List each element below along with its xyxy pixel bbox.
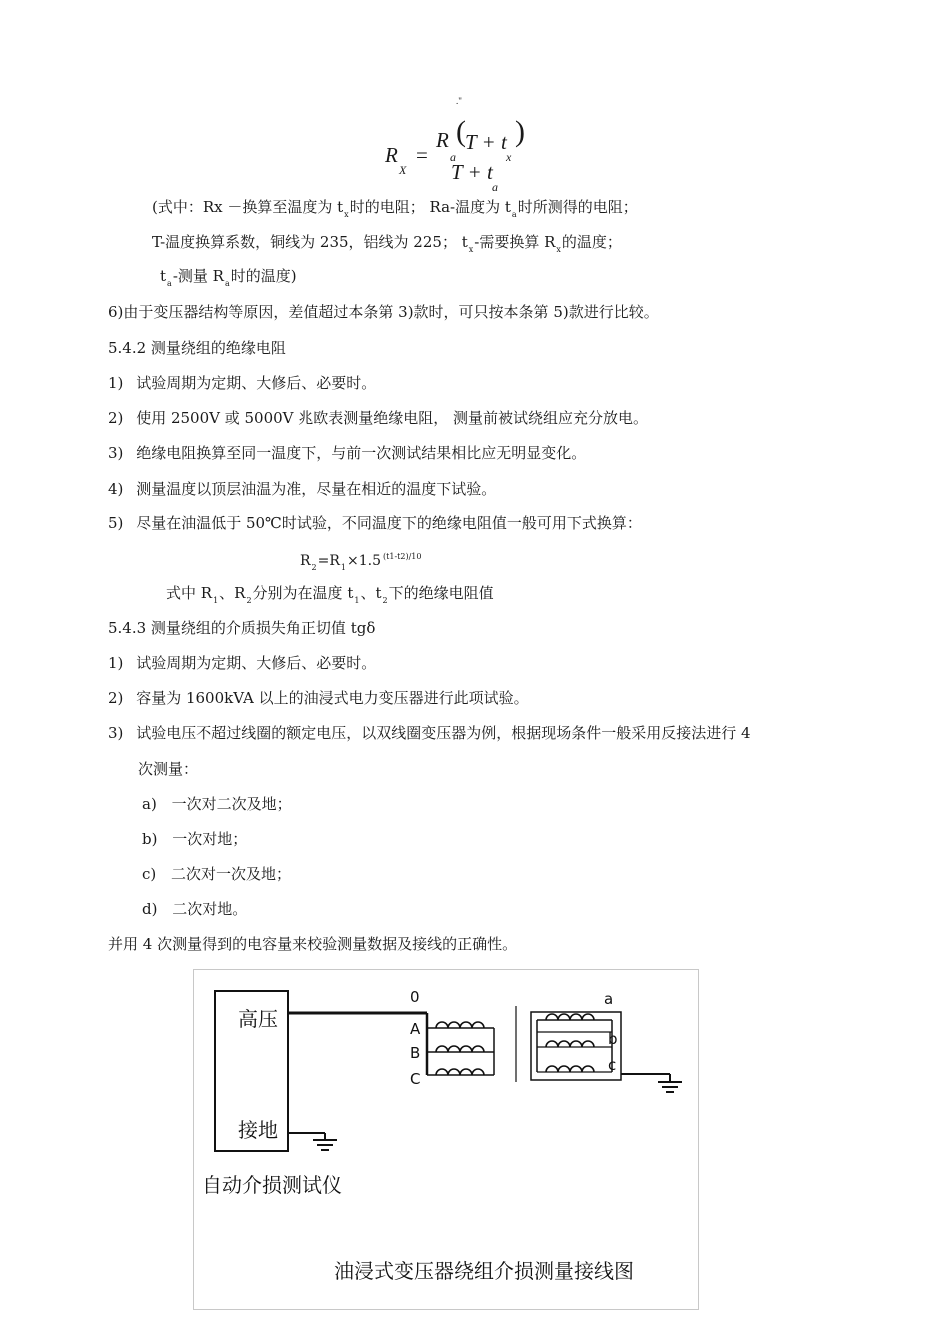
sub-list-item-label: b) <box>142 830 158 848</box>
formula2-r2: R <box>300 553 311 569</box>
terminal-label-0: 0 <box>410 988 420 1006</box>
list-item <box>108 479 496 499</box>
list-item <box>108 408 648 428</box>
sub-list-item-text: 一次对地； <box>172 830 248 848</box>
list-item-number: 3) <box>108 724 124 742</box>
definition-line-2 <box>152 232 622 260</box>
note-tail: 下的绝缘电阻值 <box>388 584 494 602</box>
list-item-number: 3) <box>108 444 124 462</box>
definition-line-1 <box>152 197 638 225</box>
note-sub: 2 <box>382 596 388 605</box>
list-item-text: 使用 2500V 或 5000V 兆欧表测量绝缘电阻， 测量前被试绕组应充分放电。 <box>136 409 649 427</box>
formula-denominator: T + t <box>451 160 493 184</box>
list-item <box>108 373 376 393</box>
note-text: 、t <box>360 584 382 602</box>
list-item-text: 试验周期为定期、大修后、必要时。 <box>136 374 377 392</box>
list-item-number: 5) <box>108 514 124 532</box>
paragraph-item-6: 6)由于变压器结构等原因，差值超过本条第 3)款时，可只按本条第 5)款进行比较。 <box>108 303 659 321</box>
list-item <box>108 443 586 463</box>
sub-list-item <box>142 794 292 814</box>
def2-mid: -需要换算 R <box>474 233 556 251</box>
wiring-diagram-figure <box>193 969 699 1310</box>
label-ground: 接地 <box>238 1118 278 1142</box>
list-item-number: 2) <box>108 689 124 707</box>
def1-tail: 时所测得的电阻； <box>517 198 638 216</box>
sub-list-item-text: 二次对地。 <box>172 900 248 918</box>
closing-paragraph: 并用 4 次测量得到的电容量来校验测量数据及接线的正确性。 <box>108 935 518 953</box>
def1-mid: 时的电阻； Ra-温度为 t <box>349 198 511 216</box>
figure-caption: 油浸式变压器绕组介损测量接线图 <box>334 1259 634 1283</box>
formula-numerator-sub-x: x <box>506 150 512 164</box>
formula2-exponent: (t1-t2)/10 <box>383 552 422 561</box>
terminal-label-C: C <box>410 1070 421 1088</box>
list-item <box>108 688 529 708</box>
sub-list-item-text: 一次对二次及地； <box>171 795 292 813</box>
def3-prefix: t <box>160 267 167 285</box>
def3-sub2: a <box>224 279 230 288</box>
list-item-text: 容量为 1600kVA 以上的油浸式电力变压器进行此项试验。 <box>136 689 529 707</box>
formula-denominator-sub: a <box>492 180 498 194</box>
def3-mid: -测量 R <box>172 267 224 285</box>
list-item-text: 试验周期为定期、大修后、必要时。 <box>136 654 377 672</box>
list-item <box>108 513 642 533</box>
note-text: 、R <box>219 584 246 602</box>
formula-lhs: R <box>385 143 398 167</box>
def1-sub2: a <box>511 210 517 219</box>
formula-numerator-expr: T + t <box>465 130 507 154</box>
terminal-label-a: a <box>604 990 614 1008</box>
def3-sub1: a <box>167 279 172 288</box>
coil-a <box>546 1014 594 1020</box>
sub-list-item-label: d) <box>142 900 158 918</box>
def2-sub2: x <box>556 245 561 254</box>
sub-list-item-label: c) <box>142 865 157 883</box>
def2-sub1: x <box>468 245 474 254</box>
sub-list-item <box>142 829 247 849</box>
terminal-label-B: B <box>410 1044 421 1062</box>
terminal-label-c: c <box>608 1056 617 1074</box>
list-item-text: 试验电压不超过线圈的额定电压，以双线圈变压器为例，根据现场条件一般采用反接法进行 4 <box>136 724 751 742</box>
list-item-text: 测量温度以顶层油温为准，尽量在相近的温度下试验。 <box>136 480 497 498</box>
label-high-voltage: 高压 <box>238 1007 278 1031</box>
coil-b <box>546 1041 594 1047</box>
list-item-continuation: 次测量： <box>138 760 199 778</box>
sub-list-item <box>142 864 291 884</box>
formula-insulation-conversion <box>300 547 421 578</box>
list-item-text: 尽量在油温低于 50℃时试验，不同温度下的绝缘电阻值一般可用下式换算： <box>136 514 642 532</box>
instrument-label: 自动介损测试仪 <box>202 1173 342 1197</box>
list-item-number: 2) <box>108 409 124 427</box>
coil-C <box>436 1069 484 1075</box>
terminal-label-A: A <box>410 1020 421 1038</box>
def1-sub1: x <box>344 210 349 219</box>
list-item-number: 1) <box>108 374 124 392</box>
def1-prefix: (式中：Rx －换算至温度为 t <box>152 198 344 216</box>
formula2-r1-sub: 1 <box>340 563 347 572</box>
formula-paren-close: ) <box>515 115 525 148</box>
list-item-number: 4) <box>108 480 124 498</box>
coil-B <box>436 1046 484 1052</box>
formula-paren-open: ( <box>456 115 466 148</box>
stray-mark: ." <box>456 96 462 106</box>
coil-c <box>546 1066 594 1072</box>
terminal-label-b: b <box>608 1030 618 1048</box>
note-text: 分别为在温度 t <box>252 584 354 602</box>
formula-numerator-r: R <box>436 128 449 152</box>
note-sub: 1 <box>354 596 360 605</box>
list-item-number: 1) <box>108 654 124 672</box>
formula-lhs-sub: X <box>399 163 407 177</box>
def3-tail: 时的温度) <box>230 267 297 285</box>
formula2-note <box>166 583 494 611</box>
list-item <box>108 723 751 743</box>
section-heading-542: 5.4.2 测量绕组的绝缘电阻 <box>108 339 286 357</box>
sub-list-item-text: 二次对一次及地； <box>171 865 292 883</box>
list-item-text: 绝缘电阻换算至同一温度下，与前一次测试结果相比应无明显变化。 <box>136 444 587 462</box>
note-sub: 2 <box>246 596 252 605</box>
list-item <box>108 653 376 673</box>
sub-list-item <box>142 899 247 919</box>
sub-list-item-label: a) <box>142 795 157 813</box>
note-sub: 1 <box>213 596 219 605</box>
formula2-times: ×1.5 <box>347 553 382 569</box>
coil-A <box>436 1022 484 1028</box>
section-heading-543: 5.4.3 测量绕组的介质损失角正切值 tgδ <box>108 619 376 637</box>
note-prefix: 式中 R <box>166 584 213 602</box>
def2-tail: 的温度； <box>561 233 622 251</box>
formula2-r2-sub: 2 <box>311 563 317 572</box>
def2-prefix: T-温度换算系数，铜线为 235，铝线为 225； t <box>152 233 468 251</box>
formula2-eq: =R <box>317 553 340 569</box>
formula-equals: = <box>416 143 428 167</box>
definition-line-3 <box>160 266 297 294</box>
formula-numerator-sub-a: a <box>450 150 456 164</box>
